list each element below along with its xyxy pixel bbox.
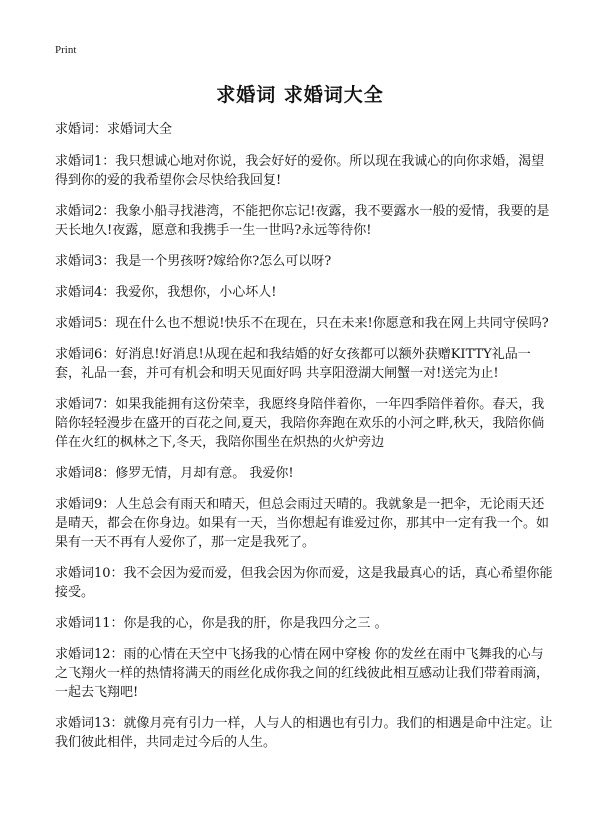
article-body [55, 120, 555, 764]
paragraph-13: 求婚词13：就像月亮有引力一样，人与人的相遇也有引力。我们的相遇是命中注定。让我们彼此相伴，共同走过今后的人生。 [55, 716, 553, 750]
paragraph-7: 求婚词7：如果我能拥有这份荣幸，我愿终身陪伴着你，一年四季陪伴着你。春天，我陪你轻轻漫步在盛开的百花之间,夏天，我陪你奔跑在欢乐的小河之畔,秋天，我陪你倘佯在火红的枫林之下,冬天，我陪你围坐在炽热的火炉旁边 [55, 397, 545, 450]
paragraph-12: 求婚词12：雨的心情在天空中飞扬我的心情在网中穿梭 你的发丝在雨中飞舞我的心与之飞翔火一样的热情将满天的雨丝化成你我之间的红线彼此相互感动让我们带着雨滴，一起去飞翔吧! [55, 647, 550, 700]
paragraph-9: 求婚词9：人生总会有雨天和晴天，但总会雨过天晴的。我就象是一把伞，无论雨天还是晴天，都会在你身边。如果有一天，当你想起有谁爱过你，那其中一定有我一个。如果有一天不再有人爱你了，那一定是我死了。 [55, 497, 550, 550]
paragraph-5: 求婚词5：现在什么也不想说!快乐不在现在，只在未来!你愿意和我在网上共同守侯吗? [55, 316, 549, 331]
paragraph-3: 求婚词3：我是一个男孩呀?嫁给你?怎么可以呀? [55, 254, 332, 269]
page-title: 求婚词 求婚词大全 [216, 84, 384, 106]
intro-paragraph: 求婚词：求婚词大全 [55, 122, 173, 137]
paragraph-1: 求婚词1：我只想诚心地对你说，我会好好的爱你。所以现在我诚心的向你求婚，渴望得到你的爱的我希望你会尽快给我回复! [55, 154, 545, 188]
paragraph-4: 求婚词4：我爱你，我想你，小心坏人! [55, 285, 277, 300]
paragraph-6: 求婚词6：好消息!好消息!从现在起和我结婚的好女孩都可以额外获赠KITTY礼品一套，礼品一套，并可有机会和明天见面好吗 共享阳澄湖大闸蟹一对!送完为止! [55, 347, 531, 381]
print-label: Print [55, 44, 77, 56]
paragraph-8: 求婚词8：修罗无情，月却有意。 我爱你! [55, 466, 294, 481]
paragraph-11: 求婚词11：你是我的心，你是我的肝，你是我四分之三 。 [55, 616, 388, 631]
paragraph-10: 求婚词10：我不会因为爱而爱，但我会因为你而爱，这是我最真心的话，真心希望你能接受。 [55, 566, 553, 600]
paragraph-2: 求婚词2：我象小船寻找港湾，不能把你忘记!夜露，我不要露水一般的爱情，我要的是天长地久!夜露，愿意和我携手一生一世吗?永远等待你! [55, 204, 550, 238]
